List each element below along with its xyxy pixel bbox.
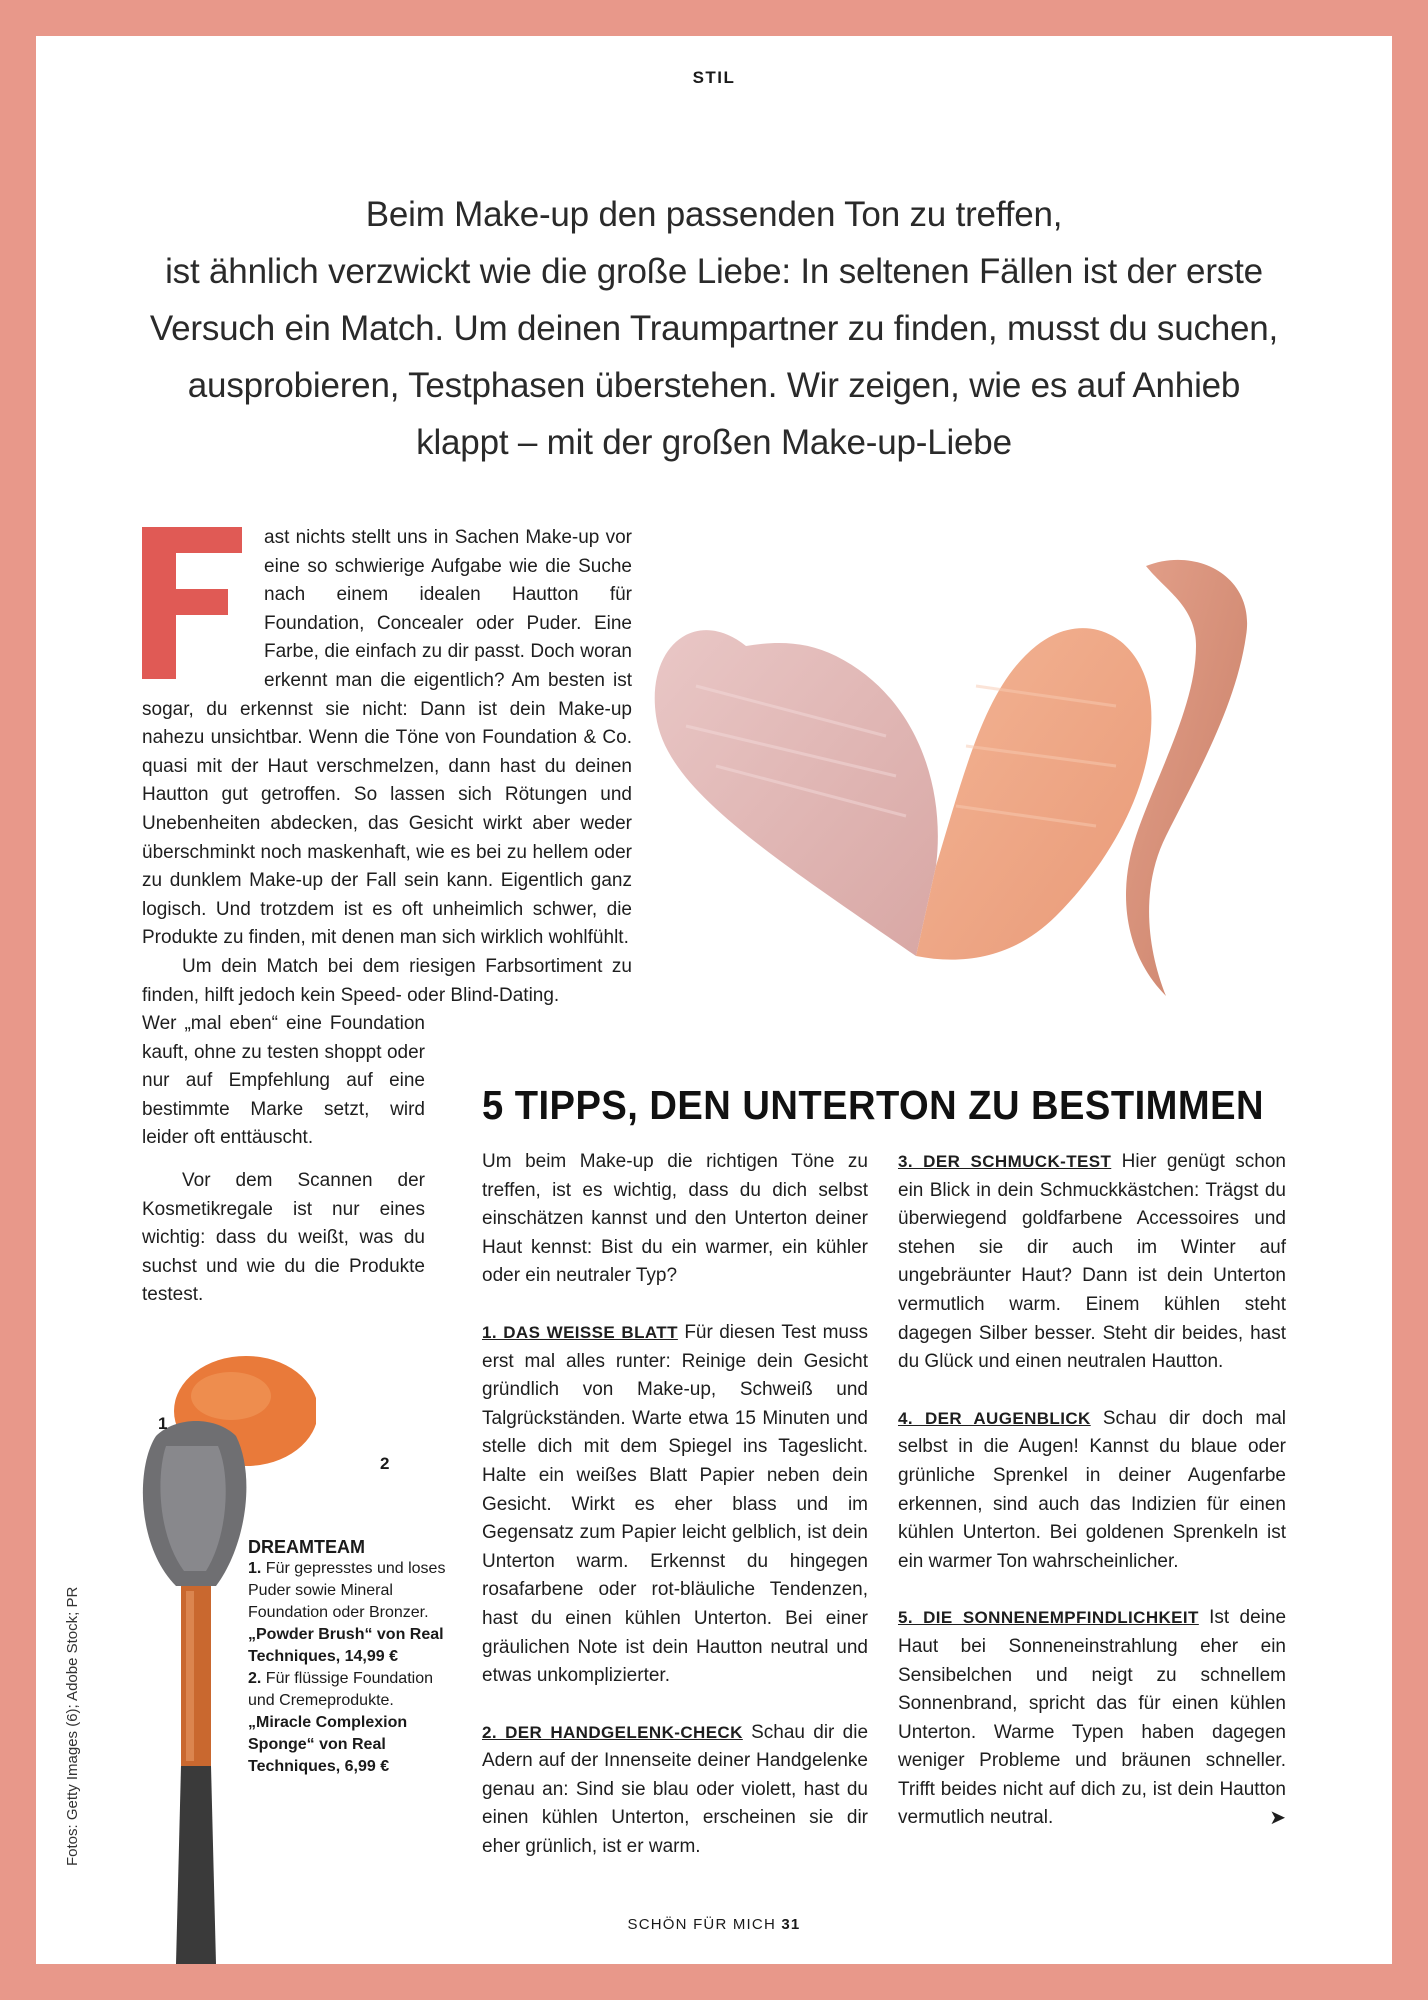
tips-column-middle: [482, 1148, 868, 1862]
article-paragraph-3: Vor dem Scannen der Kosmetikregale ist nur eines wichtig: dass du weißt, was du suchst und wie du die Produkte testest.: [142, 1170, 425, 1306]
page-number: 31: [781, 1916, 801, 1933]
article-paragraph-1: ast nichts stellt uns in Sachen Make-up vor eine so schwierige Aufgabe wie die Suche nach einem idealen Hautton für Foundation, Concealer oder Puder. Eine Farbe, die einfach zu dir passt. Doch woran erkennt man die eigentlich? Am besten ist sogar, du erkennst sie nicht: Dann ist dein Make-up nahezu unsichtbar. Wenn die Töne von Foundation & Co. quasi mit der Haut verschmelzen, dann hast du deinen Hautton gut getroffen. So lassen sich Rötungen und Unebenheiten abdecken, das Gesicht wirkt aber weder überschminkt noch maskenhaft, wie es bei zu hellem oder zu dunklem Make-up der Fall sein kann. Eigentlich ganz logisch. Und trotzdem ist es oft unheimlich schwer, die Produkte zu finden, mit denen man sich wirklich wohlfühlt.: [142, 527, 632, 949]
product-item-name: „Miracle Complexion Sponge“ von Real Techniques, 6,99 €: [248, 1714, 408, 1775]
tip-title: 5. DIE SONNENEMPFINDLICHKEIT: [898, 1608, 1199, 1628]
product-item-number: 2.: [248, 1670, 262, 1687]
magazine-name: SCHÖN FÜR MICH: [627, 1916, 776, 1933]
intro-text: [126, 186, 1302, 471]
product-item-name: „Powder Brush“ von Real Techniques, 14,99 €: [248, 1626, 444, 1665]
product-item-desc: Für gepresstes und loses Puder sowie Mineral Foundation oder Bronzer.: [248, 1560, 446, 1621]
tip-item: [898, 1604, 1286, 1833]
article-paragraph-2a: Um dein Match bei dem riesigen Farbsortiment zu finden, hilft jedoch kein Speed- oder Blind-Dating.: [142, 955, 632, 1006]
tip-text: Schau dir doch mal selbst in die Augen! Kannst du blaue oder grünliche Sprenkel in deiner Augenfarbe erkennen, sind auch das Indizien für einen kühlen Unterton. Bei goldenen Sprenkeln ist ein warmer Ton wahrscheinlicher.: [898, 1407, 1286, 1572]
tip-text: Für diesen Test muss erst mal alles runter: Reinige dein Gesicht gründlich von Make-up, Schweiß und Talgrückständen. Warte etwa 15 Minuten und stelle dich mit dem Spiegel ins Tageslicht. Halte ein weißes Blatt Papier neben dein Gesicht. Wirkt es eher blass und im Gegensatz zum Papier leicht gelblich, ist dein Unterton warm. Erkennst du hingegen rosafarbene oder rot-bläuliche Tendenzen, hast du einen kühlen Unterton. Bei einer gräulichen Note ist dein Hautton neutral und etwas unkomplizierter.: [482, 1321, 868, 1687]
intro-line: Beim Make-up den passenden Ton zu treffen,: [365, 195, 1063, 234]
continue-arrow-icon: ➤: [1269, 1807, 1286, 1830]
tip-title: 4. DER AUGENBLICK: [898, 1408, 1091, 1428]
intro-line: ist ähnlich verzwickt wie die große Liebe: In seltenen Fällen ist der erste: [165, 252, 1263, 291]
tips-heading: 5 TIPPS, DEN UNTERTON ZU BESTIMMEN: [482, 1082, 1265, 1128]
photo-credit: Fotos: Getty Images (6); Adobe Stock; PR: [64, 1586, 81, 1866]
magazine-page: [36, 36, 1392, 1964]
product-item-desc: Für flüssige Foundation und Cremeprodukte.: [248, 1670, 433, 1709]
tip-title: 1. DAS WEISSE BLATT: [482, 1322, 678, 1342]
tip-item: [482, 1319, 868, 1691]
dreamteam-caption: [248, 1536, 448, 1778]
tip-text: Ist deine Haut bei Sonneneinstrahlung eher ein Sensibelchen und neigt zu schnellem Sonnenbrand, spricht das für einen kühlen Unterton. Warme Typen haben dagegen weniger Probleme und bräunen schneller. Trifft beides nicht auf dich zu, ist dein Hautton vermutlich neutral.: [898, 1607, 1287, 1829]
makeup-heart-swatch-image: [636, 536, 1336, 1016]
tip-text: Schau dir die Adern auf der Innenseite deiner Handgelenke genau an: Sind sie blau oder violett, hast du einen kühlen Unterton, erscheinen sie dir eher grünlich, ist er warm.: [482, 1721, 869, 1858]
dropcap: [142, 527, 250, 679]
page-footer: [36, 1916, 1392, 1933]
product-item-1: [248, 1558, 448, 1668]
tip-text: Hier genügt schon ein Blick in dein Schmuckkästchen: Trägst du überwiegend goldfarbene Accessoires und stehen sie dir auch im Winter auf ungebräunter Haut? Dann ist dein Unterton vermutlich warm. Einem kühlen steht dagegen Silber besser. Steht dir beides, hast du Glück und einen neutralen Hautton.: [898, 1151, 1286, 1373]
tip-item: [898, 1148, 1286, 1377]
article-paragraph-2b: Wer „mal eben“ eine Foundation kauft, ohne zu testen shoppt oder nur auf Empfehlung auf eine bestimmte Marke setzt, wird leider oft enttäuscht.: [142, 1013, 425, 1149]
intro-line: klappt – mit der großen Make-up-Liebe: [416, 423, 1012, 462]
product-label-2: 2: [380, 1454, 390, 1473]
tips-intro: Um beim Make-up die richtigen Töne zu treffen, ist es wichtig, dass du dich selbst einschätzen kannst und den Unterton deiner Haut kennst: Bist du ein warmer, ein kühler oder ein neutraler Typ?: [482, 1151, 868, 1287]
dreamteam-title: DREAMTEAM: [248, 1537, 365, 1557]
product-label-1: 1: [158, 1414, 168, 1433]
tip-title: 3. DER SCHMUCK-TEST: [898, 1152, 1112, 1171]
tip-title: 2. DER HANDGELENK-CHECK: [482, 1722, 743, 1742]
product-item-2: [248, 1668, 448, 1778]
tip-item: [898, 1405, 1286, 1577]
section-label: STIL: [692, 68, 736, 87]
intro-line: Versuch ein Match. Um deinen Traumpartner zu finden, musst du suchen,: [149, 309, 1279, 348]
dropcap-letter: [142, 527, 250, 679]
product-item-number: 1.: [248, 1560, 262, 1577]
tip-item: [482, 1719, 868, 1862]
intro-line: ausprobieren, Testphasen überstehen. Wir zeigen, wie es auf Anhieb: [187, 366, 1241, 405]
tips-column-right: [898, 1148, 1286, 1833]
